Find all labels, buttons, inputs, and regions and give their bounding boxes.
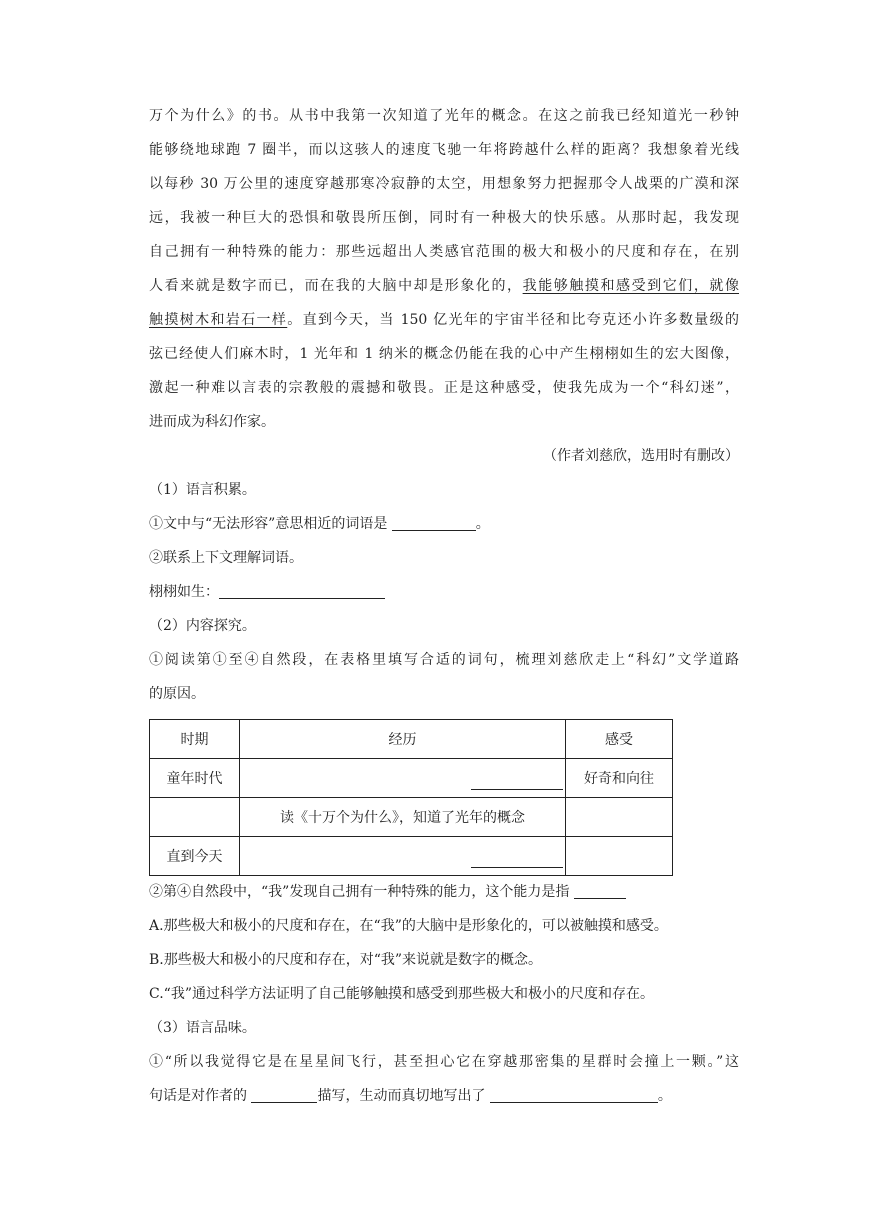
passage-line: 触摸树木和岩石一样。直到今天，当 150 亿光年的宇宙半径和比夸克还小许多数量级的: [149, 312, 740, 328]
question-item: 的原因。: [149, 686, 205, 702]
answer-blank[interactable]: [574, 884, 626, 899]
passage-line: 远，我被一种巨大的恐惧和敬畏所压倒，同时有一种极大的快乐感。从那时起，我发现: [149, 210, 739, 226]
question-item: ①文中与“无法形容”意思相近的词语是 。: [149, 516, 490, 532]
underlined-text: 我能够触摸和感受到它们，就像: [522, 278, 740, 294]
table-header: 时期: [150, 720, 240, 759]
passage-line: 弦已经使人们麻木时，1 光年和 1 纳米的概念仍能在我的心中产生栩栩如生的宏大图像，: [149, 346, 739, 362]
question-item: 句话是对作者的 描写，生动而真切地写出了 。: [149, 1088, 672, 1104]
answer-blank[interactable]: [471, 867, 563, 868]
question-item: ②联系上下文理解词语。: [149, 550, 303, 566]
question-item: 栩栩如生：: [149, 582, 739, 602]
question-heading: （2）内容探究。: [149, 618, 256, 634]
underlined-text: 触摸树木和岩石一样: [149, 312, 288, 328]
table-cell: 童年时代: [150, 759, 240, 798]
table-cell-blank[interactable]: [240, 759, 566, 798]
question-heading: （1）语言积累。: [149, 482, 256, 498]
table-cell: 读《十万个为什么》，知道了光年的概念: [240, 798, 566, 837]
answer-blank[interactable]: [471, 789, 563, 790]
question-heading: （3）语言品味。: [149, 1020, 256, 1036]
passage-line: 能够绕地球跑 7 圈半，而以这骇人的速度飞驰一年将跨越什么样的距离？我想象着光线: [149, 142, 739, 158]
table-header: 感受: [566, 720, 673, 759]
option-c[interactable]: C.“我”通过科学方法证明了自己能够触摸和感受到那些极大和极小的尺度和存在。: [149, 986, 654, 1002]
table-row: [150, 798, 673, 837]
passage-line: 万个为什么》的书。从书中我第一次知道了光年的概念。在这之前我已经知道光一秒钟: [149, 108, 739, 124]
summary-table: [149, 719, 673, 876]
question-item: ②第④自然段中，“我”发现自己拥有一种特殊的能力，这个能力是指: [149, 882, 739, 902]
table-row: [150, 837, 673, 876]
passage-line: 以每秒 30 万公里的速度穿越那寒冷寂静的太空，用想象努力把握那令人战栗的广漠和深: [149, 176, 739, 192]
table-header-row: [150, 720, 673, 759]
option-a[interactable]: A.那些极大和极小的尺度和存在，在“我”的大脑中是形象化的，可以被触摸和感受。: [149, 918, 668, 934]
option-b[interactable]: B.那些极大和极小的尺度和存在，对“我”来说就是数字的概念。: [149, 952, 543, 968]
question-item: ①“所以我觉得它是在星星间飞行，甚至担心它在穿越那密集的星群时会撞上一颗。”这: [149, 1054, 739, 1070]
answer-blank[interactable]: [490, 1088, 658, 1103]
table-cell-blank[interactable]: [566, 837, 673, 876]
table-cell-blank[interactable]: [566, 798, 673, 837]
answer-blank[interactable]: [392, 516, 476, 531]
table-cell: 好奇和向往: [566, 759, 673, 798]
source-note: （作者刘慈欣，选用时有删改）: [543, 448, 739, 464]
table-header: 经历: [240, 720, 566, 759]
passage-line: 激起一种难以言表的宗教般的震撼和敬畏。正是这种感受，使我先成为一个“科幻迷”，: [149, 380, 739, 396]
table-cell-blank[interactable]: [150, 798, 240, 837]
answer-blank[interactable]: [251, 1088, 317, 1103]
table-cell-blank[interactable]: [240, 837, 566, 876]
answer-blank[interactable]: [219, 584, 385, 599]
passage-line: 人看来就是数字而已，而在我的大脑中却是形象化的，我能够触摸和感受到它们，就像: [149, 278, 740, 294]
question-item: ①阅读第①至④自然段，在表格里填写合适的词句，梳理刘慈欣走上“科幻”文学道路: [149, 652, 739, 668]
passage-line: 进而成为科幻作家。: [149, 414, 275, 430]
passage-line: 自己拥有一种特殊的能力：那些远超出人类感官范围的极大和极小的尺度和存在，在别: [149, 244, 739, 260]
table-row: [150, 759, 673, 798]
table-cell: 直到今天: [150, 837, 240, 876]
